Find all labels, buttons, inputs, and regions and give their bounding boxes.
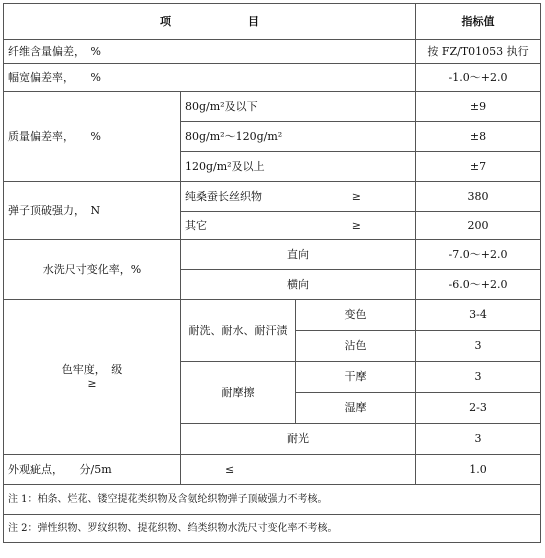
wash-group-label: 耐洗、耐水、耐汗渍 — [181, 300, 296, 362]
width-label: 幅宽偏差率， % — [4, 64, 416, 92]
header-value: 指标值 — [416, 4, 541, 40]
light-label: 耐光 — [181, 424, 416, 455]
shrink-sub-value: -6.0～+2.0 — [416, 270, 541, 300]
table-row — [4, 64, 541, 92]
note-2: 注 2：弹性织物、罗纹织物、提花织物、绉类织物水洗尺寸变化率不考核。 — [4, 515, 541, 543]
burst-label: 弹子顶破强力， N — [4, 182, 181, 240]
gte-symbol: ≥ — [351, 189, 361, 203]
header-row — [4, 4, 541, 40]
note-1: 注 1：柏条、烂花、镂空提花类织物及含氨纶织物弹子顶破强力不考核。 — [4, 485, 541, 515]
fiber-value: 按 FZ/T01053 执行 — [416, 40, 541, 64]
mass-sub-value: ±8 — [416, 122, 541, 152]
table-row — [4, 240, 541, 270]
mass-label: 质量偏差率， % — [4, 92, 181, 182]
table-row — [4, 182, 541, 212]
mass-sub-label: 120g/m²及以上 — [181, 152, 416, 182]
burst-sub-label — [181, 212, 416, 240]
table-row — [4, 40, 541, 64]
shrink-sub-value: -7.0～+2.0 — [416, 240, 541, 270]
color-label — [4, 300, 181, 455]
mass-sub-value: ±9 — [416, 92, 541, 122]
mass-sub-label: 80g/m²～120g/m² — [181, 122, 416, 152]
table-row — [4, 92, 541, 122]
lte-symbol: ≤ — [225, 462, 235, 476]
defect-value: 1.0 — [416, 455, 541, 485]
width-value: -1.0～+2.0 — [416, 64, 541, 92]
shrink-label: 水洗尺寸变化率，% — [4, 240, 181, 300]
table-row — [4, 300, 541, 331]
defect-label: 外观疵点， 分/5m — [4, 455, 181, 485]
color-sub-label: 湿摩 — [296, 393, 416, 424]
color-sub-value: 3 — [416, 331, 541, 362]
note-row — [4, 515, 541, 543]
light-value: 3 — [416, 424, 541, 455]
color-sub-value: 3 — [416, 362, 541, 393]
shrink-sub-label: 横向 — [181, 270, 416, 300]
mass-sub-value: ±7 — [416, 152, 541, 182]
color-sub-label: 沾色 — [296, 331, 416, 362]
burst-sub-name: 其它 — [185, 218, 207, 232]
burst-sub-name: 纯桑蚕长丝织物 — [185, 189, 262, 203]
fiber-label: 纤维含量偏差， % — [4, 40, 416, 64]
color-label-text: 色牢度， 级 — [61, 363, 123, 376]
shrink-sub-label: 直向 — [181, 240, 416, 270]
burst-sub-label — [181, 182, 416, 212]
color-sub-value: 2-3 — [416, 393, 541, 424]
gte-symbol: ≥ — [351, 218, 361, 232]
note-row — [4, 485, 541, 515]
color-sub-label: 干摩 — [296, 362, 416, 393]
color-sub-value: 3-4 — [416, 300, 541, 331]
gte-symbol: ≥ — [87, 377, 97, 390]
mass-sub-label: 80g/m²及以下 — [181, 92, 416, 122]
burst-sub-value: 380 — [416, 182, 541, 212]
burst-sub-value: 200 — [416, 212, 541, 240]
rub-group-label: 耐摩擦 — [181, 362, 296, 424]
color-sub-label: 变色 — [296, 300, 416, 331]
quality-spec-table — [3, 3, 541, 543]
table-row — [4, 455, 541, 485]
defect-symbol-cell — [181, 455, 416, 485]
header-item: 项 目 — [4, 4, 416, 40]
